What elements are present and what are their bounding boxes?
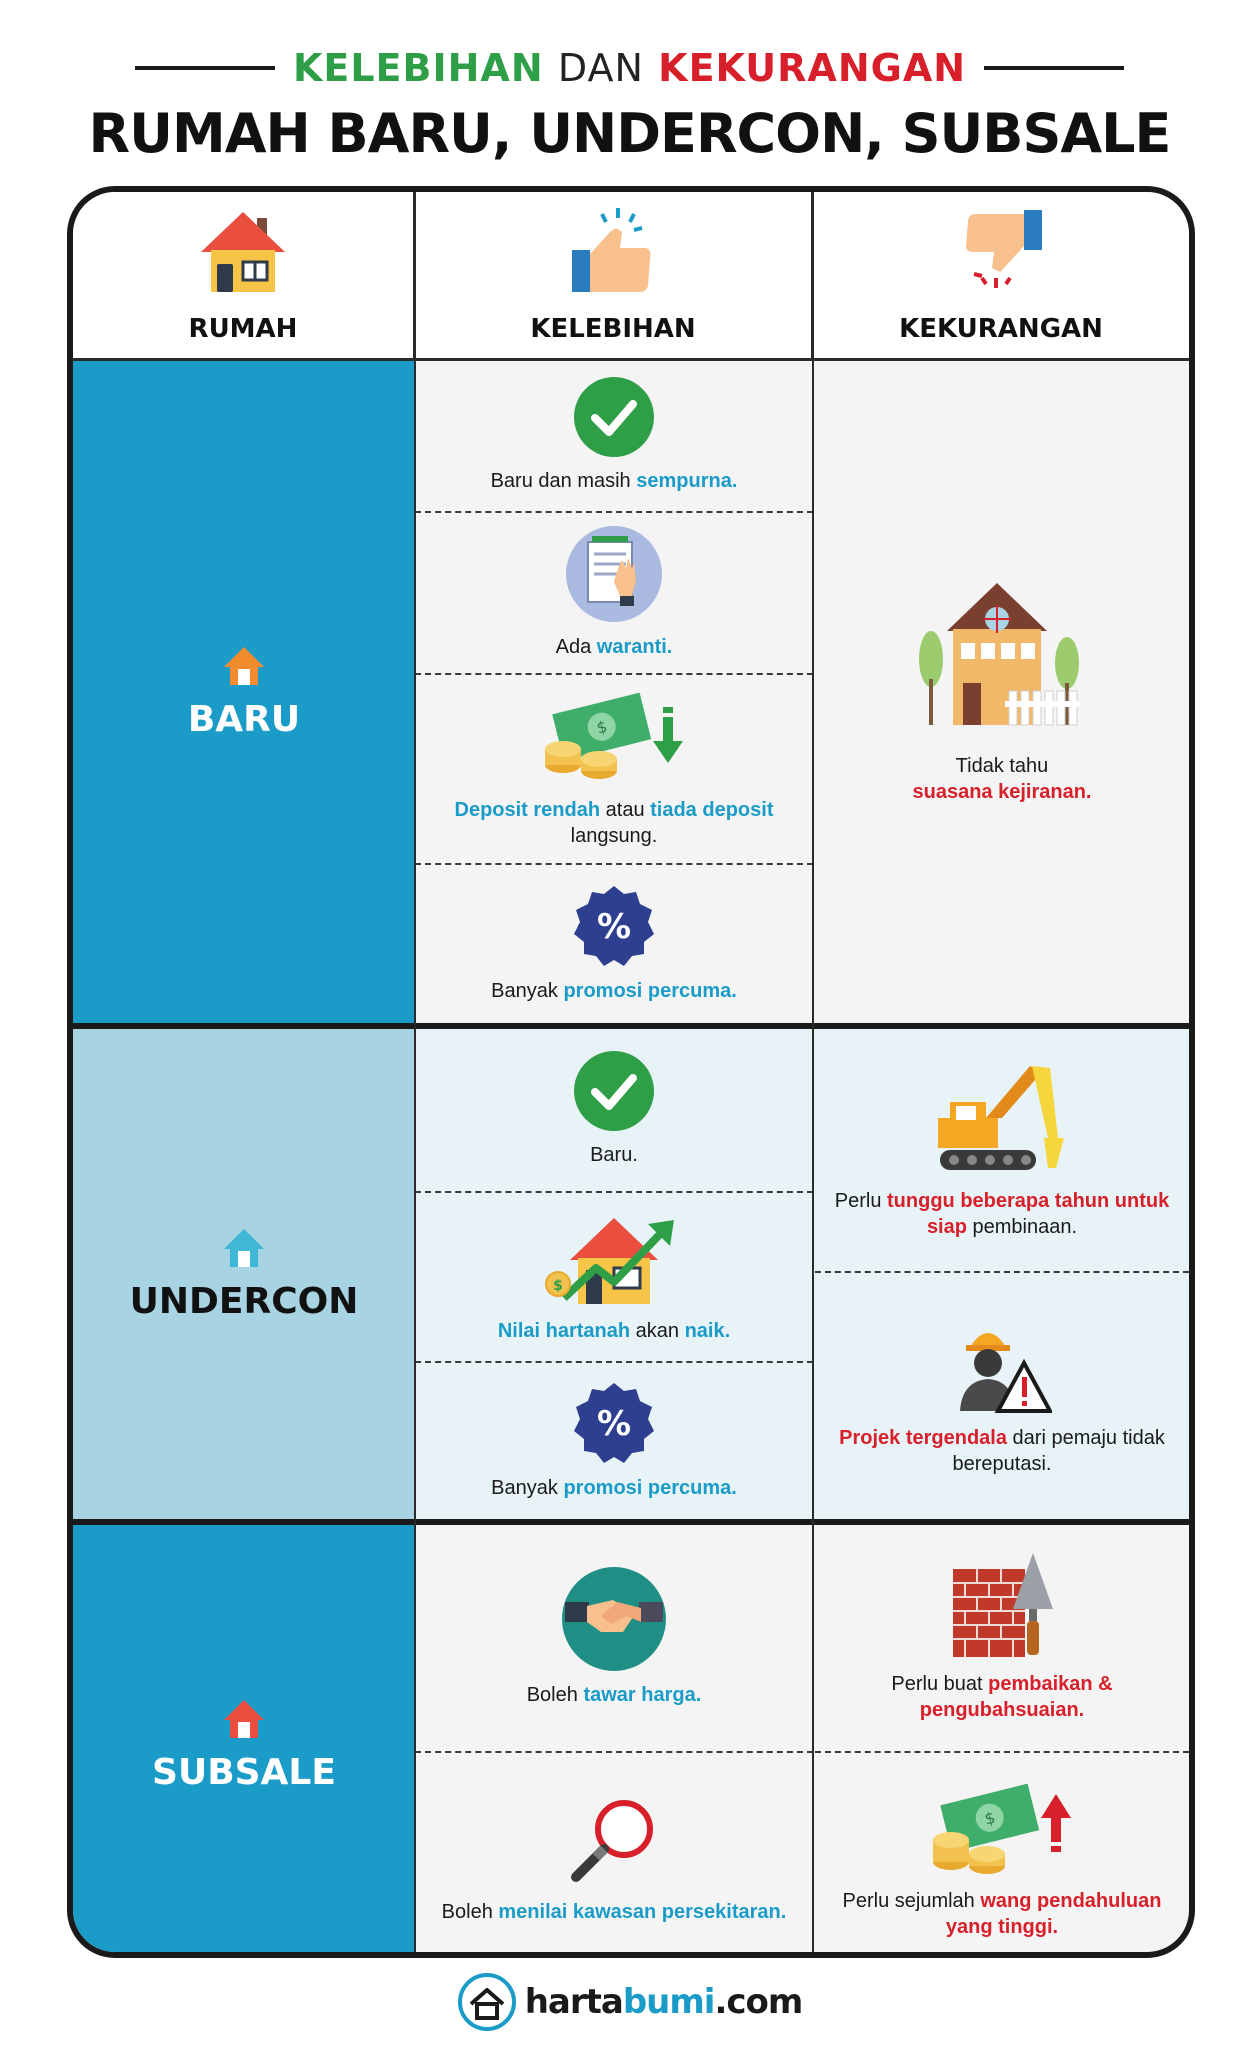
section-undercon-name: UNDERCON [129,1280,359,1322]
section-baru-label [73,361,415,1023]
pro-baru-3-a: Deposit rendah [454,799,601,821]
col-head-kekurangan-label: KEKURANGAN [899,314,1103,344]
section-subsale-name: SUBSALE [152,1751,336,1793]
con-undercon-2 [815,1273,1189,1519]
pro-baru-4-a: Banyak [491,980,564,1002]
con-baru-1-b: suasana kejiranan. [912,781,1092,803]
pro-baru-4 [415,865,813,1023]
con-undercon-1-b: tunggu beberapa tahun untuk siap [887,1190,1170,1238]
brand-part-3: .com [714,1982,803,2022]
pro-subsale-1 [415,1525,813,1749]
con-subsale-1 [815,1525,1189,1749]
thumbs-up-icon [568,206,658,301]
brick-trowel-icon [947,1551,1057,1661]
neighborhood-house-icon [917,579,1087,729]
house-small-icon [222,1227,266,1269]
percent-badge-icon [572,884,656,968]
pro-undercon-2-a: Nilai hartanah [497,1320,631,1342]
pro-undercon-3 [415,1363,813,1519]
section-undercon [73,1029,1189,1519]
col-head-rumah [73,192,415,358]
con-undercon-1-c: pembinaan. [966,1216,1078,1238]
handshake-icon [561,1566,667,1672]
pro-subsale-1-b: tawar harga. [583,1684,702,1706]
con-undercon-2-b: dari pemaju tidak bereputasi. [952,1427,1165,1475]
col-head-kelebihan [415,192,813,358]
col-head-rumah-label: RUMAH [188,314,298,344]
section-baru [73,361,1189,1023]
brand-part-2: bumi [622,1982,715,2022]
section-subsale-label [73,1525,415,1958]
pro-undercon-2-c: naik. [684,1320,731,1342]
title-pos: KELEBIHAN [292,46,544,90]
con-baru-1 [815,361,1189,1023]
col-head-kelebihan-label: KELEBIHAN [530,314,696,344]
check-icon [573,1050,655,1132]
col-head-kekurangan [813,192,1189,358]
svg-text:%: % [596,907,632,947]
pro-subsale-2-b: menilai kawasan persekitaran. [498,1901,787,1923]
pro-baru-1-a: Baru dan masih [490,470,637,492]
title-rule-left [135,66,275,70]
property-value-up-icon [544,1208,684,1308]
con-subsale-1-b: pembaikan & pengubahsuaian. [919,1673,1113,1721]
page-title [293,46,966,90]
con-subsale-2 [815,1753,1189,1958]
title-rule-right [984,66,1124,70]
worker-warning-icon [952,1315,1052,1415]
excavator-icon [932,1058,1072,1178]
section-subsale [73,1525,1189,1958]
comparison-table [67,186,1195,1958]
pro-undercon-1 [415,1029,813,1189]
brand-name [525,1982,803,2022]
con-baru-1-a: Tidak tahu [955,755,1049,777]
page-header [0,40,1259,165]
svg-text:$: $ [982,1807,998,1829]
footer-brand [0,1972,1259,2032]
pro-baru-3-d: langsung. [570,825,658,847]
house-small-icon [222,645,266,687]
pro-baru-3-b: atau [600,799,651,821]
pro-undercon-2 [415,1193,813,1359]
svg-text:%: % [596,1404,632,1444]
column-divider [812,192,814,1958]
pro-baru-2 [415,513,813,671]
title-line [0,40,1259,96]
con-undercon-2-a: Projek tergendala [839,1427,1007,1449]
con-subsale-2-b: wang pendahuluan yang tinggi. [945,1890,1162,1938]
check-icon [573,376,655,458]
pro-undercon-3-b: promosi percuma. [563,1477,737,1499]
house-icon [197,206,289,303]
money-down-icon [539,687,689,787]
pro-baru-3 [415,675,813,861]
brand-part-1: harta [524,1982,623,2022]
pro-subsale-1-a: Boleh [526,1684,584,1706]
svg-text:$: $ [594,716,610,738]
hartabumi-logo-icon [457,1972,517,2032]
thumbs-down-icon [956,206,1046,301]
con-subsale-1-a: Perlu buat [891,1673,989,1695]
warranty-document-icon [562,524,666,624]
pro-baru-4-b: promosi percuma. [563,980,737,1002]
page-subtitle: RUMAH BARU, UNDERCON, SUBSALE [88,102,1171,165]
magnifier-icon [566,1793,662,1889]
money-up-icon [927,1778,1077,1878]
house-small-icon [222,1698,266,1740]
column-divider [414,192,416,1958]
con-undercon-1 [815,1029,1189,1269]
con-subsale-2-a: Perlu sejumlah [842,1890,981,1912]
title-neg: KEKURANGAN [658,46,967,90]
pro-subsale-2 [415,1753,813,1958]
pro-baru-1 [415,361,813,509]
svg-text:$: $ [553,1278,563,1294]
pro-undercon-3-a: Banyak [491,1477,564,1499]
section-baru-name: BARU [187,698,301,740]
con-undercon-1-a: Perlu [834,1190,888,1212]
pro-baru-1-b: sempurna. [636,470,738,492]
pro-undercon-1-a: Baru. [590,1144,638,1166]
pro-subsale-2-a: Boleh [441,1901,499,1923]
pro-baru-2-b: waranti. [596,636,673,658]
percent-badge-icon [572,1381,656,1465]
pro-baru-3-c: tiada deposit [650,799,774,821]
pro-undercon-2-b: akan [630,1320,685,1342]
section-undercon-label [73,1029,415,1519]
title-mid: DAN [557,46,644,90]
pro-baru-2-a: Ada [555,636,597,658]
